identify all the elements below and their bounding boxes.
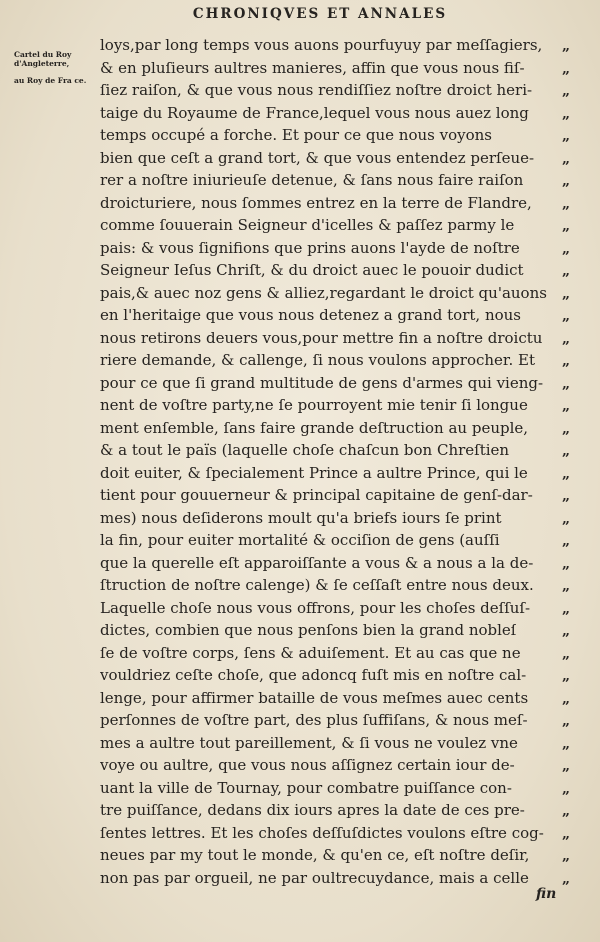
quotation-mark: „ bbox=[561, 848, 570, 864]
line-text: Laquelle choſe nous vous offrons, pour les choſes deſſuſ- bbox=[100, 598, 531, 617]
quotation-mark: „ bbox=[561, 420, 570, 437]
line-text: riere demande, & callenge, ſi nous voulons approcher. Et bbox=[100, 351, 535, 369]
text-line bbox=[100, 597, 570, 620]
quotation-mark: „ bbox=[561, 510, 570, 527]
line-text: rer a noſtre iniurieuſe detenue, & ſans nous faire raiſon bbox=[100, 171, 524, 189]
quotation-mark: „ bbox=[561, 758, 570, 774]
quotation-mark: „ bbox=[561, 600, 570, 617]
text-line bbox=[100, 822, 570, 845]
quotation-mark: „ bbox=[561, 83, 570, 99]
text-line bbox=[100, 304, 570, 327]
quotation-mark: „ bbox=[561, 488, 570, 504]
line-text: pais: & vous ſignifions que prins auons l'ayde de noſtre bbox=[100, 238, 520, 257]
quotation-mark: „ bbox=[561, 645, 570, 662]
line-text: tient pour gouuerneur & principal capitaine de genſ-dar- bbox=[100, 486, 533, 504]
line-text: loys,par long temps vous auons pourfuyuy par meſſagiers, bbox=[100, 36, 543, 54]
quotation-mark: „ bbox=[561, 443, 570, 459]
text-line bbox=[100, 439, 570, 462]
line-text: pais,& auec noz gens & alliez,regardant le droict qu'auons bbox=[100, 283, 547, 302]
text-line bbox=[100, 777, 570, 800]
quotation-mark: „ bbox=[561, 105, 570, 122]
line-text: ſtruction de noſtre calenge) & ſe ceſſaſt entre nous deux. bbox=[100, 576, 534, 594]
line-text: comme ſouuerain Seigneur d'icelles & paſſez parmy le bbox=[100, 216, 515, 234]
quotation-mark: „ bbox=[561, 533, 570, 549]
line-text: en l'heritaige que vous nous detenez a grand tort, nous bbox=[100, 306, 521, 324]
quotation-mark: „ bbox=[561, 825, 570, 842]
quotation-mark: „ bbox=[561, 308, 570, 324]
text-line bbox=[100, 259, 570, 282]
line-text: non pas par orgueil, ne par oultrecuydance, mais a celle bbox=[100, 868, 529, 887]
text-line bbox=[100, 462, 570, 485]
quotation-mark: „ bbox=[561, 330, 570, 347]
quotation-mark: „ bbox=[561, 668, 570, 684]
line-text: voye ou aultre, que vous nous aſſignez certain iour de- bbox=[100, 756, 515, 774]
line-text: perſonnes de voſtre part, des plus ſuffiſans, & nous meſ- bbox=[100, 711, 528, 729]
running-header: CHRONIQVES ET ANNALES bbox=[192, 6, 448, 22]
quotation-mark: „ bbox=[561, 173, 570, 189]
line-text: ſiez raiſon, & que vous nous rendiſſiez noſtre droict heri- bbox=[100, 81, 533, 99]
quotation-mark: „ bbox=[561, 780, 570, 797]
text-line bbox=[100, 327, 570, 350]
text-line bbox=[100, 799, 570, 822]
quotation-mark: „ bbox=[561, 240, 570, 257]
quotation-mark: „ bbox=[561, 150, 570, 167]
line-text: droicturiere, nous ſommes entrez en la terre de Flandre, bbox=[100, 193, 532, 212]
line-text: mes) nous deſiderons moult qu'a briefs iours ſe print bbox=[100, 508, 502, 527]
line-text: taige du Royaume de France,lequel vous nous auez long bbox=[100, 103, 529, 122]
text-line bbox=[100, 169, 570, 192]
text-line bbox=[100, 394, 570, 417]
catchword: fin bbox=[536, 886, 557, 902]
quotation-mark: „ bbox=[561, 218, 570, 234]
line-text: & a tout le païs (laquelle choſe chaſcun bon Chreſtien bbox=[100, 441, 510, 459]
line-text: doit euiter, & ſpecialement Prince a aultre Prince, qui le bbox=[100, 463, 528, 482]
quotation-mark: „ bbox=[561, 803, 570, 819]
text-line bbox=[100, 687, 570, 710]
text-line bbox=[100, 642, 570, 665]
text-line bbox=[100, 57, 570, 80]
text-line bbox=[100, 147, 570, 170]
text-line bbox=[100, 529, 570, 552]
quotation-mark: „ bbox=[561, 195, 570, 212]
text-line bbox=[100, 664, 570, 687]
text-line bbox=[100, 34, 570, 57]
quotation-mark: „ bbox=[561, 398, 570, 414]
quotation-mark: „ bbox=[561, 353, 570, 369]
text-line bbox=[100, 574, 570, 597]
quotation-mark: „ bbox=[561, 690, 570, 707]
quotation-mark: „ bbox=[561, 870, 570, 887]
quotation-mark: „ bbox=[561, 555, 570, 572]
line-text: vouldriez ceſte choſe, que adoncq fuſt mis en noſtre cal- bbox=[100, 666, 527, 684]
quotation-mark: „ bbox=[561, 128, 570, 144]
margin-note-au-roy: au Roy de Fra ce. bbox=[14, 76, 87, 85]
text-line bbox=[100, 214, 570, 237]
line-text: ſe de voſtre corps, ſens & aduiſement. Et au cas que ne bbox=[100, 643, 521, 662]
line-text: Seigneur Ieſus Chriſt, & du droict auec le pouoir dudict bbox=[100, 261, 524, 279]
line-text: la fin, pour euiter mortalité & occiſion de gens (auſſi bbox=[100, 531, 500, 549]
text-line bbox=[100, 192, 570, 215]
line-text: nent de voſtre party,ne ſe pourroyent mie tenir ſi longue bbox=[100, 396, 528, 414]
quotation-mark: „ bbox=[561, 465, 570, 482]
text-line bbox=[100, 507, 570, 530]
quotation-mark: „ bbox=[561, 578, 570, 594]
margin-note-cartel: Cartel du Roy d'Angleterre, bbox=[14, 50, 72, 68]
line-text: lenge, pour affirmer bataille de vous meſmes auec cents bbox=[100, 688, 529, 707]
line-text: que la querelle eſt apparoiſſante a vous & a nous a la de- bbox=[100, 553, 534, 572]
line-text: tre puiſſance, dedans dix iours apres la date de ces pre- bbox=[100, 801, 525, 819]
line-text: mes a aultre tout pareillement, & ſi vous ne voulez vne bbox=[100, 733, 518, 752]
line-text: nous retirons deuers vous,pour mettre fin a noſtre droictu bbox=[100, 328, 543, 347]
line-text: dictes, combien que nous penſons bien la grand nobleſ bbox=[100, 621, 517, 639]
text-line bbox=[100, 417, 570, 440]
line-text: ſentes lettres. Et les choſes deſſuſdictes voulons eſtre cog- bbox=[100, 823, 544, 842]
text-line bbox=[100, 484, 570, 507]
text-line bbox=[100, 619, 570, 642]
line-text: bien que ceſt a grand tort, & que vous entendez perſeue- bbox=[100, 148, 535, 167]
quotation-mark: „ bbox=[561, 38, 570, 54]
text-line bbox=[100, 732, 570, 755]
text-line bbox=[100, 552, 570, 575]
text-line bbox=[100, 349, 570, 372]
quotation-mark: „ bbox=[561, 713, 570, 729]
text-line bbox=[100, 709, 570, 732]
text-line bbox=[100, 282, 570, 305]
line-text: temps occupé a forche. Et pour ce que nous voyons bbox=[100, 126, 492, 144]
text-line bbox=[100, 102, 570, 125]
text-line bbox=[100, 867, 570, 890]
line-text: & en pluſieurs aultres manieres, affin que vous nous fiſ- bbox=[100, 58, 525, 77]
quotation-mark: „ bbox=[561, 285, 570, 302]
text-line bbox=[100, 372, 570, 395]
line-text: pour ce que ſi grand multitude de gens d'armes qui vieng- bbox=[100, 373, 544, 392]
quotation-mark: „ bbox=[561, 375, 570, 392]
text-line bbox=[100, 844, 570, 867]
body-text bbox=[100, 34, 570, 889]
quotation-mark: „ bbox=[561, 263, 570, 279]
line-text: neues par my tout le monde, & qu'en ce, eſt noſtre deſir, bbox=[100, 846, 530, 864]
quotation-mark: „ bbox=[561, 735, 570, 752]
text-line bbox=[100, 754, 570, 777]
quotation-mark: „ bbox=[561, 623, 570, 639]
text-line bbox=[100, 79, 570, 102]
text-line bbox=[100, 124, 570, 147]
text-line bbox=[100, 237, 570, 260]
quotation-mark: „ bbox=[561, 60, 570, 77]
line-text: ment enſemble, ſans faire grande deſtruction au peuple, bbox=[100, 418, 529, 437]
line-text: uant la ville de Tournay, pour combatre puiſſance con- bbox=[100, 778, 512, 797]
